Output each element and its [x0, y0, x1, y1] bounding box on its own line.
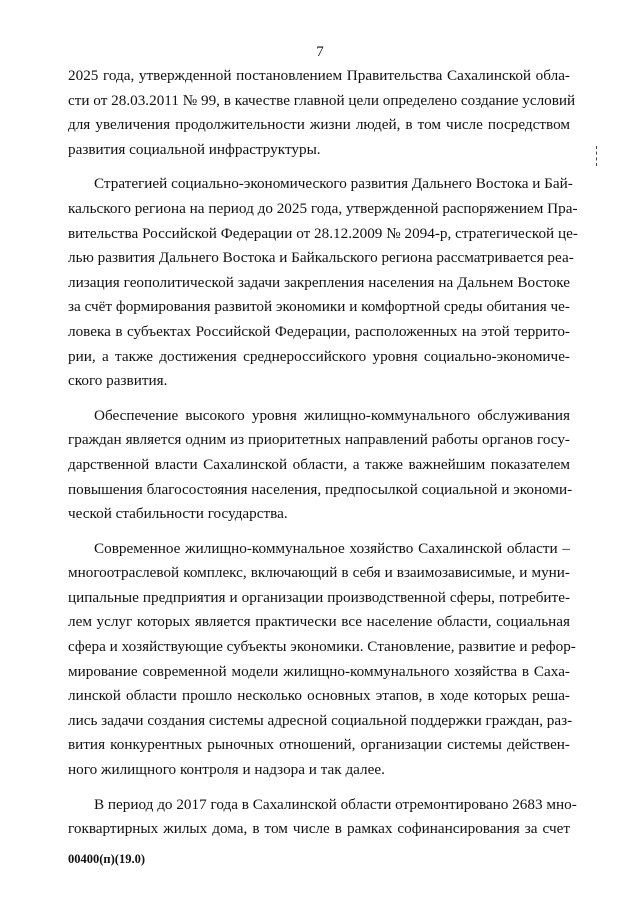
- text-line: В период до 2017 года в Сахалинской области отремонтировано 2683 мно-: [94, 795, 577, 813]
- document-code: 00400(п)(19.0): [68, 852, 145, 866]
- text-line: ного жилищного контроля и надзора и так далее.: [68, 761, 385, 779]
- text-line: развития социальной инфраструктуры.: [68, 140, 321, 158]
- text-line: Современное жилищно-коммунальное хозяйство Сахалинской области –: [94, 539, 570, 557]
- paragraph-2: [68, 172, 578, 393]
- text-line: лем услуг которых является практически все население области, социальная: [68, 613, 570, 631]
- text-line: кальского региона на период до 2025 года, утвержденной распоряжением Пра-: [68, 199, 578, 217]
- text-line: многоотраслевой комплекс, включающий в себя и взаимозависимые, и муни-: [68, 564, 570, 582]
- text-line: 2025 года, утвержденной постановлением Правительства Сахалинской обла-: [68, 67, 570, 84]
- text-line: за счёт формирования развитой экономики и комфортной среды обитания че-: [68, 298, 570, 316]
- text-line: мирование современной модели жилищно-коммунального хозяйства в Саха-: [68, 662, 570, 680]
- text-line: лизация геополитической задачи закрепления населения на Дальнем Востоке: [68, 273, 570, 291]
- text-line: вительства Российской Федерации от 28.12.2009 № 2094-р, стратегической це-: [68, 224, 578, 242]
- paragraph-1: [68, 64, 576, 162]
- text-line: для увеличения продолжительности жизни людей, в том числе посредством: [68, 116, 570, 134]
- page-number: 7: [316, 44, 324, 60]
- text-line: Стратегией социально-экономического развития Дальнего Востока и Бай-: [94, 175, 573, 193]
- margin-mark: [596, 146, 598, 166]
- text-line: рии, а также достижения среднероссийского уровня социально-экономиче-: [68, 347, 570, 365]
- text-line: гоквартирных жилых дома, в том числе в рамках софинансирования за счет: [68, 820, 570, 838]
- paragraph-5: [68, 793, 577, 842]
- paragraph-3: [68, 404, 573, 527]
- text-line: сти от 28.03.2011 № 99, в качестве главной цели определено создание условий: [68, 91, 576, 109]
- text-line: вития конкурентных рыночных отношений, организации системы действен-: [68, 736, 570, 754]
- text-line: ципальные предприятия и организации производственной сферы, потребите-: [68, 588, 570, 606]
- text-line: дарственной власти Сахалинской области, а также важнейшим показателем: [68, 455, 570, 473]
- text-line: ловека в субъектах Российской Федерации, расположенных на этой террито-: [68, 322, 570, 340]
- text-line: лись задачи создания системы адресной социальной поддержки граждан, раз-: [68, 711, 573, 729]
- text-line: линской области прошло несколько основных этапов, в ходе которых реша-: [68, 687, 570, 705]
- text-line: повышения благосостояния населения, предпосылкой социальной и экономи-: [68, 480, 573, 498]
- text-line: Обеспечение высокого уровня жилищно-коммунального обслуживания: [94, 406, 570, 424]
- text-line: ческой стабильности государства.: [68, 505, 288, 523]
- text-line: граждан является одним из приоритетных направлений работы органов госу-: [68, 431, 570, 449]
- text-line: ского развития.: [68, 372, 168, 390]
- text-line: сфера и хозяйствующие субъекты экономики. Становление, развитие и рефор-: [68, 638, 576, 656]
- paragraph-4: [68, 537, 576, 783]
- text-line: лью развития Дальнего Востока и Байкальского региона рассматривается реа-: [68, 249, 574, 267]
- body-text: [68, 64, 578, 852]
